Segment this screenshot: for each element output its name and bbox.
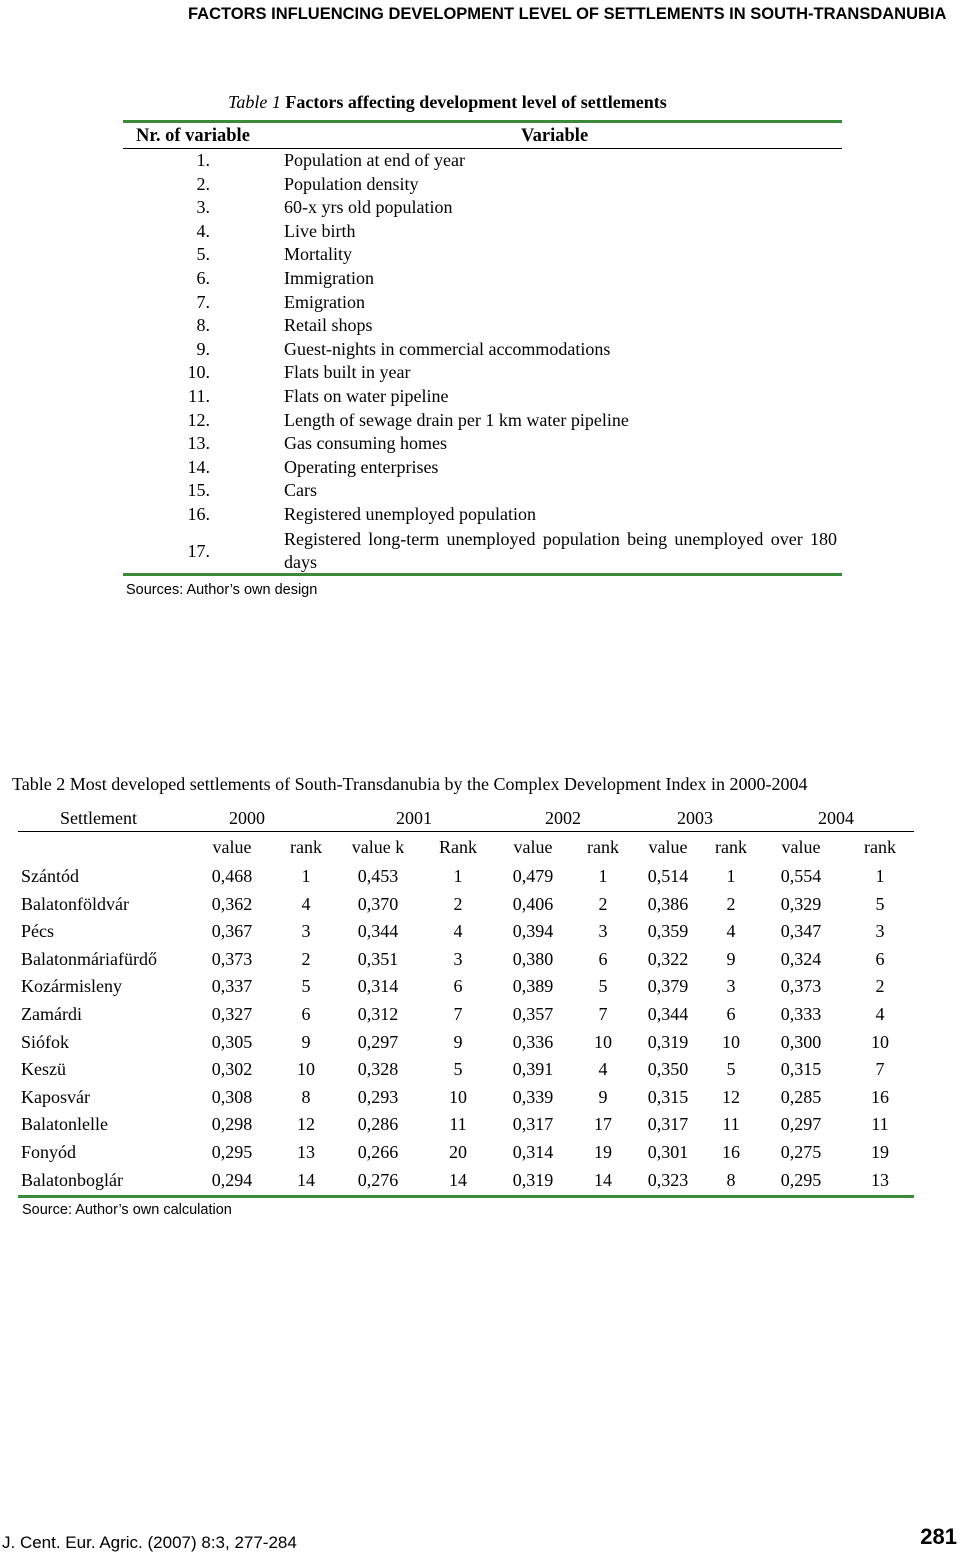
table1-caption-title: Factors affecting development level of settlements bbox=[285, 92, 667, 112]
table2-settlement-name: Balatonmáriafürdő bbox=[21, 948, 157, 969]
table1-row-variable: Population at end of year bbox=[284, 150, 465, 170]
table2-cell: 0,328 bbox=[357, 1059, 399, 1080]
table1-row-variable: Flats on water pipeline bbox=[284, 385, 449, 406]
table2-cell: 1 bbox=[875, 866, 885, 886]
table2-header-year: 2003 bbox=[677, 808, 713, 828]
table2-cell: 0,453 bbox=[357, 866, 399, 886]
table2-cell: 0,295 bbox=[211, 1142, 253, 1162]
table2-cell: 0,351 bbox=[357, 948, 399, 969]
table2-settlement-name: Kaposvár bbox=[21, 1086, 90, 1107]
table1-row-number: 4. bbox=[196, 220, 210, 241]
table2-cell: 0,319 bbox=[512, 1169, 554, 1190]
table1-body bbox=[123, 150, 842, 572]
table1-row-number: 3. bbox=[196, 197, 210, 218]
table2-settlement-name: Balatonföldvár bbox=[21, 893, 129, 914]
table2-cell: 0,373 bbox=[211, 948, 253, 969]
running-header: FACTORS INFLUENCING DEVELOPMENT LEVEL OF SETTLEMENTS IN SOUTH-TRANSDANUBIA bbox=[188, 5, 947, 23]
table2-cell: 14 bbox=[297, 1169, 315, 1190]
table2-cell: 0,302 bbox=[211, 1059, 253, 1080]
table2-subheader: rank bbox=[864, 837, 896, 857]
table2-cell: 0,295 bbox=[780, 1169, 822, 1190]
table2-cell: 4 bbox=[726, 921, 736, 942]
table1-row bbox=[123, 410, 842, 434]
table1-caption-label: Table 1 bbox=[228, 92, 281, 112]
table2-cell: 0,357 bbox=[512, 1004, 554, 1024]
table1-row-variable: Retail shops bbox=[284, 315, 373, 336]
table2-cell: 0,359 bbox=[647, 921, 689, 942]
table1-row bbox=[123, 386, 842, 410]
table2-subheader: value bbox=[648, 837, 688, 857]
table1-row bbox=[123, 480, 842, 504]
journal-reference: J. Cent. Eur. Agric. (2007) 8:3, 277-284 bbox=[2, 1533, 297, 1552]
table2-cell: 3 bbox=[598, 921, 608, 942]
table2-cell: 10 bbox=[594, 1031, 612, 1052]
table2-cell: 5 bbox=[598, 976, 608, 997]
table2-settlement-name: Siófok bbox=[21, 1031, 70, 1052]
table2-cell: 0,297 bbox=[780, 1114, 822, 1135]
table2-cell: 0,294 bbox=[211, 1169, 253, 1190]
table2-cell: 0,479 bbox=[512, 866, 554, 886]
table2-cell: 7 bbox=[598, 1004, 608, 1024]
table2-cell: 4 bbox=[598, 1059, 608, 1080]
table2-settlement-name: Balatonlelle bbox=[21, 1114, 108, 1135]
table1-row bbox=[123, 150, 842, 174]
table1-row-variable: Cars bbox=[284, 480, 317, 501]
table2-cell: 17 bbox=[594, 1114, 612, 1135]
table2-cell: 0,322 bbox=[647, 948, 689, 969]
table2-cell: 0,339 bbox=[512, 1086, 554, 1107]
table1-row-variable: 60-x yrs old population bbox=[284, 197, 453, 218]
table2-header-year: 2000 bbox=[229, 808, 265, 828]
table2-cell: 0,266 bbox=[357, 1142, 399, 1162]
table1-row-variable: Operating enterprises bbox=[284, 456, 439, 477]
table2-cell: 14 bbox=[449, 1169, 467, 1190]
table2-cell: 16 bbox=[722, 1142, 740, 1162]
table2-cell: 0,379 bbox=[647, 976, 689, 997]
table1-row-variable: Gas consuming homes bbox=[284, 433, 447, 454]
table2-subheader: value k bbox=[351, 837, 405, 857]
table2-cell: 10 bbox=[871, 1031, 889, 1052]
table1-row bbox=[123, 292, 842, 316]
table2-cell: 0,324 bbox=[780, 948, 822, 969]
table2-cell: 0,344 bbox=[357, 921, 399, 942]
table2-cell: 1 bbox=[598, 866, 608, 886]
table1-row-number: 5. bbox=[196, 244, 210, 265]
table2-cell: 0,386 bbox=[647, 893, 689, 914]
table2-header-year: 2002 bbox=[545, 808, 581, 828]
table1-header-variable: Variable bbox=[521, 126, 589, 146]
table1-row bbox=[123, 197, 842, 221]
table2-cell: 0,406 bbox=[512, 893, 554, 914]
table2-header-year: 2004 bbox=[818, 808, 854, 828]
table1-bottom-rule bbox=[123, 573, 842, 576]
table1-top-rule bbox=[123, 120, 842, 123]
table1-row bbox=[123, 221, 842, 245]
table2-subheader: value bbox=[513, 837, 553, 857]
table1-row-variable: Population density bbox=[284, 173, 419, 194]
table2-subheader: rank bbox=[587, 837, 619, 857]
table2-cell: 5 bbox=[726, 1059, 736, 1080]
table2-cell: 0,391 bbox=[512, 1059, 554, 1080]
table2-cell: 6 bbox=[875, 948, 885, 969]
table1-row-variable: Guest-nights in commercial accommodations bbox=[284, 338, 611, 359]
table2-cell: 1 bbox=[726, 866, 736, 886]
table1-row bbox=[123, 504, 842, 528]
table2-cell: 0,370 bbox=[357, 893, 399, 914]
table2-cell: 5 bbox=[453, 1059, 463, 1080]
table2-settlement-name: Pécs bbox=[21, 921, 54, 942]
table2-cell: 0,293 bbox=[357, 1086, 399, 1107]
table1-row bbox=[123, 244, 842, 268]
table2-cell: 0,286 bbox=[357, 1114, 399, 1135]
table1-row-number: 15. bbox=[187, 480, 210, 501]
table1-row bbox=[123, 433, 842, 457]
table2-cell: 5 bbox=[301, 976, 311, 997]
table1-row-variable: Live birth bbox=[284, 220, 356, 241]
table2-cell: 0,300 bbox=[780, 1031, 822, 1052]
table2-subheader: rank bbox=[290, 837, 322, 857]
table1-row-variable: Mortality bbox=[284, 244, 352, 265]
table2-cell: 0,315 bbox=[647, 1086, 689, 1107]
table2-settlement-name: Szántód bbox=[21, 866, 79, 886]
table2-cell: 6 bbox=[726, 1004, 736, 1024]
table2-subheader: rank bbox=[715, 837, 747, 857]
table2-cell: 2 bbox=[301, 948, 311, 969]
table2-source: Source: Author’s own calculation bbox=[22, 1202, 232, 1218]
table2-cell: 0,344 bbox=[647, 1004, 689, 1024]
table1-row-number: 8. bbox=[196, 315, 210, 336]
table2-cell: 0,301 bbox=[647, 1142, 689, 1162]
table2-settlement-name: Keszü bbox=[21, 1059, 66, 1080]
table2-cell: 0,468 bbox=[211, 866, 253, 886]
table2-cell: 0,380 bbox=[512, 948, 554, 969]
table1-row-number: 13. bbox=[187, 433, 210, 454]
table2-cell: 0,317 bbox=[512, 1114, 554, 1135]
table2-cell: 3 bbox=[453, 948, 463, 969]
table2-cell: 19 bbox=[871, 1142, 889, 1162]
table2-cell: 0,394 bbox=[512, 921, 554, 942]
table1-row-variable: Flats built in year bbox=[284, 362, 411, 383]
table2-cell: 8 bbox=[726, 1169, 736, 1190]
table2-cell: 0,336 bbox=[512, 1031, 554, 1052]
table2-cell: 10 bbox=[722, 1031, 740, 1052]
table1-caption bbox=[228, 92, 667, 113]
table2-cell: 12 bbox=[297, 1114, 315, 1135]
table2-cell: 11 bbox=[722, 1114, 740, 1135]
table2-cell: 0,554 bbox=[780, 866, 822, 886]
table2-cell: 0,367 bbox=[211, 921, 253, 942]
table1-header-nr: Nr. of variable bbox=[136, 126, 250, 146]
table2-cell: 0,285 bbox=[780, 1086, 822, 1107]
table1-row-number: 16. bbox=[187, 503, 210, 524]
table2-settlement-name: Balatonboglár bbox=[21, 1169, 123, 1190]
table1-row-number: 2. bbox=[196, 173, 210, 194]
table1-row bbox=[123, 362, 842, 386]
table2-cell: 16 bbox=[871, 1086, 889, 1107]
table1-row-variable: Registered unemployed population bbox=[284, 503, 536, 524]
table1-row bbox=[123, 174, 842, 198]
table2-cell: 0,305 bbox=[211, 1031, 253, 1052]
table1-row bbox=[123, 339, 842, 363]
table2-cell: 4 bbox=[301, 893, 311, 914]
table2-cell: 14 bbox=[594, 1169, 612, 1190]
table2-cell: 8 bbox=[301, 1086, 311, 1107]
table2-cell: 0,298 bbox=[211, 1114, 253, 1135]
table1-header-rule bbox=[123, 148, 842, 149]
table1-row bbox=[123, 268, 842, 292]
table2-cell: 10 bbox=[449, 1086, 467, 1107]
table1-row bbox=[123, 457, 842, 481]
table1-row bbox=[123, 315, 842, 339]
table2-header-year: 2001 bbox=[396, 808, 432, 828]
table1-row-number: 9. bbox=[196, 338, 210, 359]
table2-cell: 0,327 bbox=[211, 1004, 253, 1024]
table1-row-number: 17. bbox=[187, 540, 210, 561]
table2-cell: 9 bbox=[453, 1031, 463, 1052]
table2-cell: 9 bbox=[726, 948, 736, 969]
table2-cell: 5 bbox=[875, 893, 885, 914]
table1-row-number: 14. bbox=[187, 456, 210, 477]
table1-row bbox=[123, 528, 842, 572]
table2-cell: 9 bbox=[301, 1031, 311, 1052]
table2-cell: 0,333 bbox=[780, 1004, 822, 1024]
table1-source: Sources: Author’s own design bbox=[126, 582, 318, 598]
table2-cell: 2 bbox=[875, 976, 885, 997]
table2-cell: 0,362 bbox=[211, 893, 253, 914]
table2-cell: 7 bbox=[453, 1004, 463, 1024]
table2-header-rule bbox=[18, 831, 914, 832]
table2-cell: 0,323 bbox=[647, 1169, 689, 1190]
table2-cell: 13 bbox=[297, 1142, 315, 1162]
table2-cell: 11 bbox=[871, 1114, 889, 1135]
table2-caption: Table 2 Most developed settlements of South-Transdanubia by the Complex Development Index in 2000-2004 bbox=[12, 774, 808, 794]
table2-cell: 2 bbox=[453, 893, 463, 914]
table2-header-settlement: Settlement bbox=[60, 808, 137, 828]
table2-cell: 0,319 bbox=[647, 1031, 689, 1052]
table2-cell: 6 bbox=[301, 1004, 311, 1024]
table2-cell: 4 bbox=[875, 1004, 885, 1024]
table2-cell: 3 bbox=[726, 976, 736, 997]
table2-cell: 12 bbox=[722, 1086, 740, 1107]
table2-cell: 0,337 bbox=[211, 976, 253, 997]
table2-cell: 2 bbox=[726, 893, 736, 914]
table2-cell: 0,308 bbox=[211, 1086, 253, 1107]
table2-cell: 0,350 bbox=[647, 1059, 689, 1080]
table2-cell: 20 bbox=[449, 1142, 467, 1162]
table1-row-number: 10. bbox=[187, 362, 210, 383]
table2-cell: 0,317 bbox=[647, 1114, 689, 1135]
table2-cell: 0,389 bbox=[512, 976, 554, 997]
table2-subheader: Rank bbox=[439, 837, 477, 857]
table2-cell: 6 bbox=[453, 976, 463, 997]
table2-cell: 13 bbox=[871, 1169, 889, 1190]
table2-cell: 1 bbox=[453, 866, 463, 886]
table1-row-variable: Immigration bbox=[284, 267, 374, 288]
table2-cell: 19 bbox=[594, 1142, 612, 1162]
table2-cell: 1 bbox=[301, 866, 311, 886]
table1-row-number: 1. bbox=[196, 150, 210, 170]
table2-bottom-rule bbox=[18, 1195, 914, 1198]
table2-cell: 0,312 bbox=[357, 1004, 399, 1024]
table1-row-number: 12. bbox=[187, 409, 210, 430]
table1-row-variable: Emigration bbox=[284, 291, 365, 312]
table2-cell: 10 bbox=[297, 1059, 315, 1080]
table1-row-variable: Length of sewage drain per 1 km water pipeline bbox=[284, 409, 629, 430]
table2-subheader: value bbox=[781, 837, 821, 857]
table2-cell: 6 bbox=[598, 948, 608, 969]
table1-row-variable: Registered long-term unemployed population being unemployed over 180 days bbox=[284, 528, 837, 572]
table2-cell: 3 bbox=[301, 921, 311, 942]
table2-cell: 0,314 bbox=[512, 1142, 554, 1162]
table1-row-number: 7. bbox=[196, 291, 210, 312]
table2-cell: 0,514 bbox=[647, 866, 689, 886]
table2-cell: 0,329 bbox=[780, 893, 822, 914]
table2-cell: 0,315 bbox=[780, 1059, 822, 1080]
table2-cell: 11 bbox=[449, 1114, 467, 1135]
table2-cell: 3 bbox=[875, 921, 885, 942]
table2-cell: 9 bbox=[598, 1086, 608, 1107]
table2-cell: 0,297 bbox=[357, 1031, 399, 1052]
table2-cell: 0,314 bbox=[357, 976, 399, 997]
table2-cell: 0,347 bbox=[780, 921, 822, 942]
table1-row-number: 11. bbox=[188, 385, 210, 406]
table2-settlement-name: Kozármisleny bbox=[21, 976, 122, 997]
page-number: 281 bbox=[920, 1524, 957, 1549]
table2-settlement-name: Fonyód bbox=[21, 1142, 77, 1162]
table2-cell: 0,276 bbox=[357, 1169, 399, 1190]
table2-cell: 2 bbox=[598, 893, 608, 914]
table2-settlement-name: Zamárdi bbox=[21, 1004, 82, 1024]
table2-cell: 4 bbox=[453, 921, 463, 942]
table2-subheader: value bbox=[212, 837, 252, 857]
table1-row-number: 6. bbox=[196, 267, 210, 288]
table2-cell: 0,373 bbox=[780, 976, 822, 997]
table2-cell: 0,275 bbox=[780, 1142, 822, 1162]
table2-cell: 7 bbox=[875, 1059, 885, 1080]
